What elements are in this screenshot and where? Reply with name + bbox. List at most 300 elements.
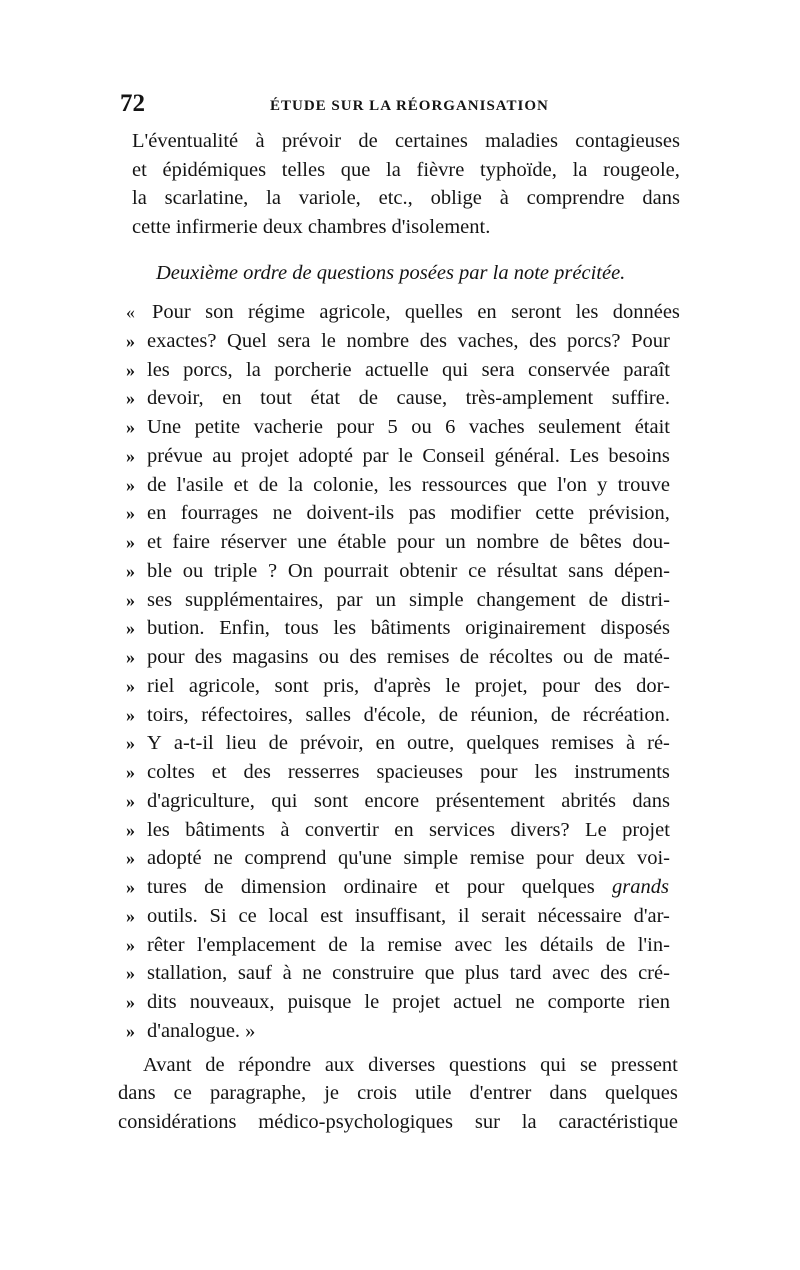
word: était	[634, 416, 670, 438]
word: distri-	[620, 588, 670, 611]
word: étable	[337, 531, 387, 553]
word: ne	[213, 847, 233, 870]
word: encore	[364, 789, 420, 812]
word: petite	[194, 416, 241, 438]
word: serait	[481, 904, 526, 927]
word: récoltes	[489, 646, 553, 668]
word: les	[388, 473, 412, 496]
guillemet-mark: »	[126, 532, 135, 552]
guillemet-mark: »	[126, 417, 135, 437]
word: les	[333, 617, 357, 640]
word: services	[429, 818, 496, 841]
word: état	[310, 387, 341, 410]
paragraph-line-text	[118, 1108, 678, 1136]
word: obtenir	[399, 559, 458, 582]
quote-line-text	[147, 959, 670, 987]
word: récréation.	[582, 703, 670, 726]
quote-line	[0, 701, 800, 729]
word: au	[212, 444, 232, 467]
quote-line	[0, 758, 800, 786]
word: des	[529, 329, 557, 352]
quote-line	[0, 471, 800, 499]
quote-line-text	[147, 643, 670, 671]
quote-line	[0, 902, 800, 930]
word: très-amplement	[465, 387, 594, 410]
quote-line-text	[147, 701, 670, 729]
quote-line	[0, 557, 800, 585]
quote-line	[0, 672, 800, 700]
word: d'agriculture,	[147, 789, 255, 812]
guillemet-mark: »	[126, 503, 135, 524]
word: présentement	[435, 789, 545, 812]
word: son	[205, 301, 234, 323]
word: fièvre	[416, 158, 465, 181]
quote-line-text	[147, 1017, 670, 1045]
word: Pour	[631, 329, 670, 352]
word: fourrages	[180, 502, 259, 525]
word: sans	[568, 559, 604, 582]
word: Une	[147, 416, 182, 438]
word: suffire.	[611, 387, 670, 410]
section-subheading-text	[156, 259, 668, 287]
word: Avant	[143, 1053, 192, 1076]
word: et	[211, 761, 227, 783]
word: en	[147, 502, 167, 525]
word: de	[550, 703, 571, 726]
word: de	[588, 588, 608, 611]
word: Pour	[152, 301, 191, 323]
line-words: cette infirmerie deux chambres d'isolement.	[132, 216, 491, 239]
word: remises	[386, 646, 450, 668]
word: nouveaux,	[189, 991, 275, 1013]
word: crois	[357, 1082, 397, 1105]
quote-line	[0, 729, 800, 757]
word: à	[625, 732, 636, 755]
word: tard	[509, 962, 542, 985]
word: magasins	[232, 646, 309, 668]
guillemet-mark: »	[126, 445, 135, 466]
word: et	[147, 531, 162, 553]
word: agricole,	[319, 301, 391, 323]
quote-line-text	[147, 614, 670, 642]
word: de	[459, 646, 479, 668]
quote-line	[0, 988, 800, 1016]
paragraph-line-text	[132, 213, 680, 241]
word: des	[600, 962, 628, 985]
word: resserres	[287, 761, 360, 783]
word: typhoïde,	[480, 158, 557, 181]
word: nécessaire	[537, 904, 622, 927]
word: adopté	[298, 444, 353, 467]
word: de	[593, 646, 614, 668]
running-title: ÉTUDE SUR LA RÉORGANISATION	[270, 98, 549, 114]
word: considérations	[118, 1110, 237, 1133]
quote-line	[0, 528, 800, 556]
paragraph-line	[0, 1051, 800, 1079]
word: dans	[118, 1082, 156, 1105]
word: pour	[397, 531, 435, 553]
word: l'emplacement	[197, 933, 316, 956]
word: porcs,	[183, 358, 233, 381]
word: réserver	[220, 531, 287, 553]
quote-line-text	[152, 298, 680, 326]
guillemet-mark: »	[126, 1020, 135, 1041]
word: de	[268, 732, 288, 755]
word: des	[194, 646, 223, 668]
word: pour	[479, 761, 518, 783]
word: ne	[272, 502, 292, 525]
word: simple	[403, 847, 459, 870]
word: sont	[313, 789, 349, 812]
word: et	[233, 473, 249, 496]
word: par	[336, 588, 363, 611]
word: On	[287, 559, 313, 582]
word: quelques	[521, 876, 595, 898]
word: les	[575, 301, 599, 323]
word: prévision,	[588, 502, 670, 525]
word: l'asile	[176, 473, 224, 496]
word: comporte	[547, 991, 626, 1013]
guillemet-mark: »	[126, 819, 135, 840]
quote-line-text	[147, 557, 670, 585]
word: d'école,	[363, 703, 426, 726]
quote-line	[0, 413, 800, 441]
word: prévoir	[281, 130, 342, 152]
word: divers?	[510, 818, 570, 841]
quote-line	[0, 844, 800, 872]
word: pourrait	[323, 559, 389, 582]
quote-line-text	[147, 873, 669, 901]
word: dans	[632, 789, 670, 812]
word: quelques	[605, 1082, 678, 1105]
word: dans	[642, 187, 680, 210]
word: rien	[638, 991, 670, 1013]
word: dans	[549, 1082, 587, 1105]
word: ses	[147, 588, 173, 611]
word: seront	[511, 301, 562, 323]
word: seulement	[538, 416, 622, 438]
word: devoir,	[147, 387, 204, 410]
word: de	[358, 387, 378, 410]
section-subheading	[0, 259, 800, 287]
word: ce	[468, 559, 487, 582]
word: cette	[535, 502, 575, 525]
quote-line-text	[147, 384, 670, 412]
word: projet	[392, 991, 441, 1013]
word: Les	[569, 444, 599, 467]
word: certaines	[394, 130, 468, 152]
word: Le	[585, 818, 607, 841]
word: maladies	[485, 130, 558, 152]
word: remises	[551, 732, 614, 755]
word: spacieuses	[376, 761, 464, 783]
word: pour	[466, 876, 505, 898]
guillemet-mark: »	[126, 388, 135, 409]
word: Enfin,	[219, 617, 270, 640]
word: par	[362, 444, 389, 467]
word: cré-	[638, 962, 670, 985]
word: des	[243, 761, 271, 783]
guillemet-mark: »	[126, 647, 135, 667]
word: en	[477, 301, 497, 323]
word: en	[222, 387, 242, 410]
word: les	[534, 761, 558, 783]
word: pas	[408, 502, 436, 525]
word: le	[364, 991, 380, 1013]
word: ré-	[647, 732, 670, 755]
word: les	[147, 818, 170, 841]
word: modifier	[450, 502, 521, 525]
paragraph-line-text	[132, 184, 680, 212]
word: Conseil	[422, 444, 485, 467]
word: bâtiments	[370, 617, 451, 640]
word: nombre	[346, 329, 410, 352]
word: il	[458, 904, 470, 927]
word: telles	[281, 158, 326, 181]
word: ressources	[421, 473, 508, 496]
paragraph-line	[0, 1108, 800, 1136]
quote-line-text	[147, 586, 670, 614]
quote-line-text	[147, 931, 670, 959]
word: dou-	[632, 531, 670, 553]
word: réunion,	[470, 703, 539, 726]
word: données	[612, 301, 680, 323]
word: dépen-	[614, 559, 670, 582]
word: un	[375, 588, 396, 611]
word: bution.	[147, 617, 205, 640]
word: la	[521, 1110, 537, 1133]
word: utile	[415, 1082, 452, 1105]
word: est	[320, 904, 344, 927]
word: adopté	[147, 847, 202, 870]
word: abrités	[561, 789, 616, 812]
word: disposés	[600, 617, 670, 640]
page-header	[120, 90, 680, 119]
word: agricole,	[188, 674, 260, 697]
quote-line-text	[147, 787, 670, 815]
quote-line	[0, 499, 800, 527]
word: les	[147, 358, 170, 381]
word: sauf	[237, 962, 272, 985]
word: de	[147, 473, 167, 496]
quote-line	[0, 442, 800, 470]
quote-line-text	[147, 902, 670, 930]
paragraph-line	[0, 156, 800, 184]
word: local	[268, 904, 309, 927]
word: d'ar-	[633, 904, 670, 927]
word: détails	[539, 933, 594, 956]
word: variole,	[298, 187, 361, 210]
word: porcherie	[274, 358, 352, 381]
word: le	[398, 444, 413, 467]
word: avec	[454, 933, 493, 956]
word: épidémiques	[162, 158, 267, 181]
word: pour	[336, 416, 375, 438]
word: la	[246, 358, 261, 381]
word: vaches	[468, 416, 525, 438]
word: ce	[238, 904, 257, 927]
guillemet-mark: »	[126, 905, 135, 926]
quote-line-text	[147, 499, 670, 527]
line-words: d'analogue. »	[147, 1019, 256, 1042]
quote-line-text	[147, 442, 670, 470]
word: ou	[318, 646, 340, 668]
quote-line-text	[147, 758, 670, 786]
paragraph-line-text	[132, 127, 680, 155]
word: riel	[147, 674, 175, 697]
word: réfectoires,	[201, 703, 293, 726]
word: qui	[540, 1053, 567, 1076]
quote-line	[0, 384, 800, 412]
word: d'après	[373, 674, 431, 697]
word: changement	[476, 588, 576, 611]
quote-line-text	[147, 816, 670, 844]
word: ne	[515, 991, 535, 1013]
word: que	[340, 158, 371, 181]
word: répondre	[238, 1053, 312, 1076]
word: dor-	[636, 674, 670, 697]
paragraph-line	[0, 1079, 800, 1107]
quote-line	[0, 586, 800, 614]
word: à	[280, 818, 290, 841]
word: en	[394, 818, 414, 841]
word: tures	[147, 876, 187, 898]
word: un	[445, 531, 466, 553]
word: actuel	[453, 991, 503, 1013]
word: qui	[442, 358, 469, 381]
word: projet	[622, 818, 670, 841]
word: de	[204, 876, 224, 898]
guillemet-mark: »	[126, 359, 135, 380]
word: quelles	[404, 301, 463, 323]
word: sont	[274, 674, 309, 697]
word: simple	[408, 588, 464, 611]
word: avec	[552, 962, 590, 985]
quote-open-mark: «	[126, 302, 135, 322]
word: projet,	[474, 674, 528, 697]
word: ce	[173, 1082, 192, 1105]
word: à	[282, 962, 292, 985]
quote-line	[0, 298, 800, 326]
guillemet-mark: »	[126, 963, 135, 984]
word: instruments	[574, 761, 670, 783]
word: puisque	[287, 991, 352, 1013]
word: ?	[268, 559, 278, 582]
word: de	[605, 933, 626, 956]
word: aux	[324, 1053, 355, 1076]
word: tous	[284, 617, 319, 640]
word: voi-	[636, 847, 670, 870]
word: doivent-ils	[306, 502, 395, 525]
word: rêter	[147, 933, 185, 956]
guillemet-mark: »	[126, 877, 135, 897]
word: scarlatine,	[164, 187, 249, 210]
quote-line	[0, 643, 800, 671]
paragraph-line-text	[132, 156, 680, 184]
paragraph-line	[0, 213, 800, 241]
word: le	[321, 329, 336, 352]
word: outils.	[147, 904, 198, 927]
word: en	[375, 732, 395, 755]
guillemet-mark: »	[126, 474, 135, 495]
page-number: 72	[120, 90, 145, 117]
quote-line	[0, 816, 800, 844]
guillemet-mark: »	[126, 992, 135, 1012]
word: l'on	[557, 473, 587, 496]
word: pressent	[610, 1053, 678, 1076]
word: Y	[147, 732, 162, 755]
word: se	[579, 1053, 598, 1076]
quote-line	[0, 931, 800, 959]
paragraph-line	[0, 184, 800, 212]
guillemet-mark: »	[126, 934, 135, 955]
word: pour	[147, 646, 185, 668]
quote-line	[0, 787, 800, 815]
word: questions	[448, 1053, 527, 1076]
word: dits	[147, 991, 177, 1013]
word: convertir	[304, 818, 379, 841]
word: besoins	[608, 444, 670, 467]
word: ordinaire	[343, 876, 418, 898]
word: cause,	[396, 387, 448, 410]
quote-line-text	[147, 356, 670, 384]
word: deux	[585, 847, 626, 870]
word: la	[572, 158, 588, 181]
word: oblige	[430, 187, 482, 210]
word: conservée	[527, 358, 610, 381]
quote-line-text	[147, 672, 670, 700]
word: ou	[563, 646, 584, 668]
word: paraît	[623, 358, 670, 381]
word: régime	[248, 301, 305, 323]
quote-line-text	[147, 327, 670, 355]
word: à	[499, 187, 509, 210]
word: le	[445, 674, 461, 697]
word: ne	[302, 962, 322, 985]
word: originairement	[465, 617, 586, 640]
word: comprendre	[526, 187, 625, 210]
quote-line	[0, 356, 800, 384]
word: lieu	[225, 732, 257, 755]
word: comprend	[244, 847, 327, 870]
word: maté-	[623, 646, 670, 668]
word: sur	[474, 1110, 500, 1133]
word: Si	[209, 904, 227, 927]
word: paragraphe,	[209, 1082, 307, 1105]
word: et	[132, 158, 147, 181]
word: stallation,	[147, 962, 228, 985]
word: insuffisant,	[354, 904, 447, 927]
word: prévoir,	[300, 732, 364, 755]
word: actuelle	[364, 358, 429, 381]
word: tout	[260, 387, 292, 410]
word: salles	[305, 703, 351, 726]
word: 5	[387, 416, 398, 438]
quote-line	[0, 959, 800, 987]
word: pour	[542, 674, 580, 697]
word: que	[424, 962, 455, 985]
paragraph-line-text	[143, 1051, 678, 1079]
word: contagieuses	[575, 130, 680, 152]
word: sera	[481, 358, 515, 381]
word: qui	[271, 789, 298, 812]
guillemet-mark: »	[126, 704, 135, 725]
quote-line	[0, 614, 800, 642]
line-words: Deuxième ordre de questions posées par la note précitée.	[156, 262, 626, 284]
word: de	[549, 531, 569, 553]
word: de	[328, 933, 348, 956]
word: ou	[411, 416, 432, 438]
